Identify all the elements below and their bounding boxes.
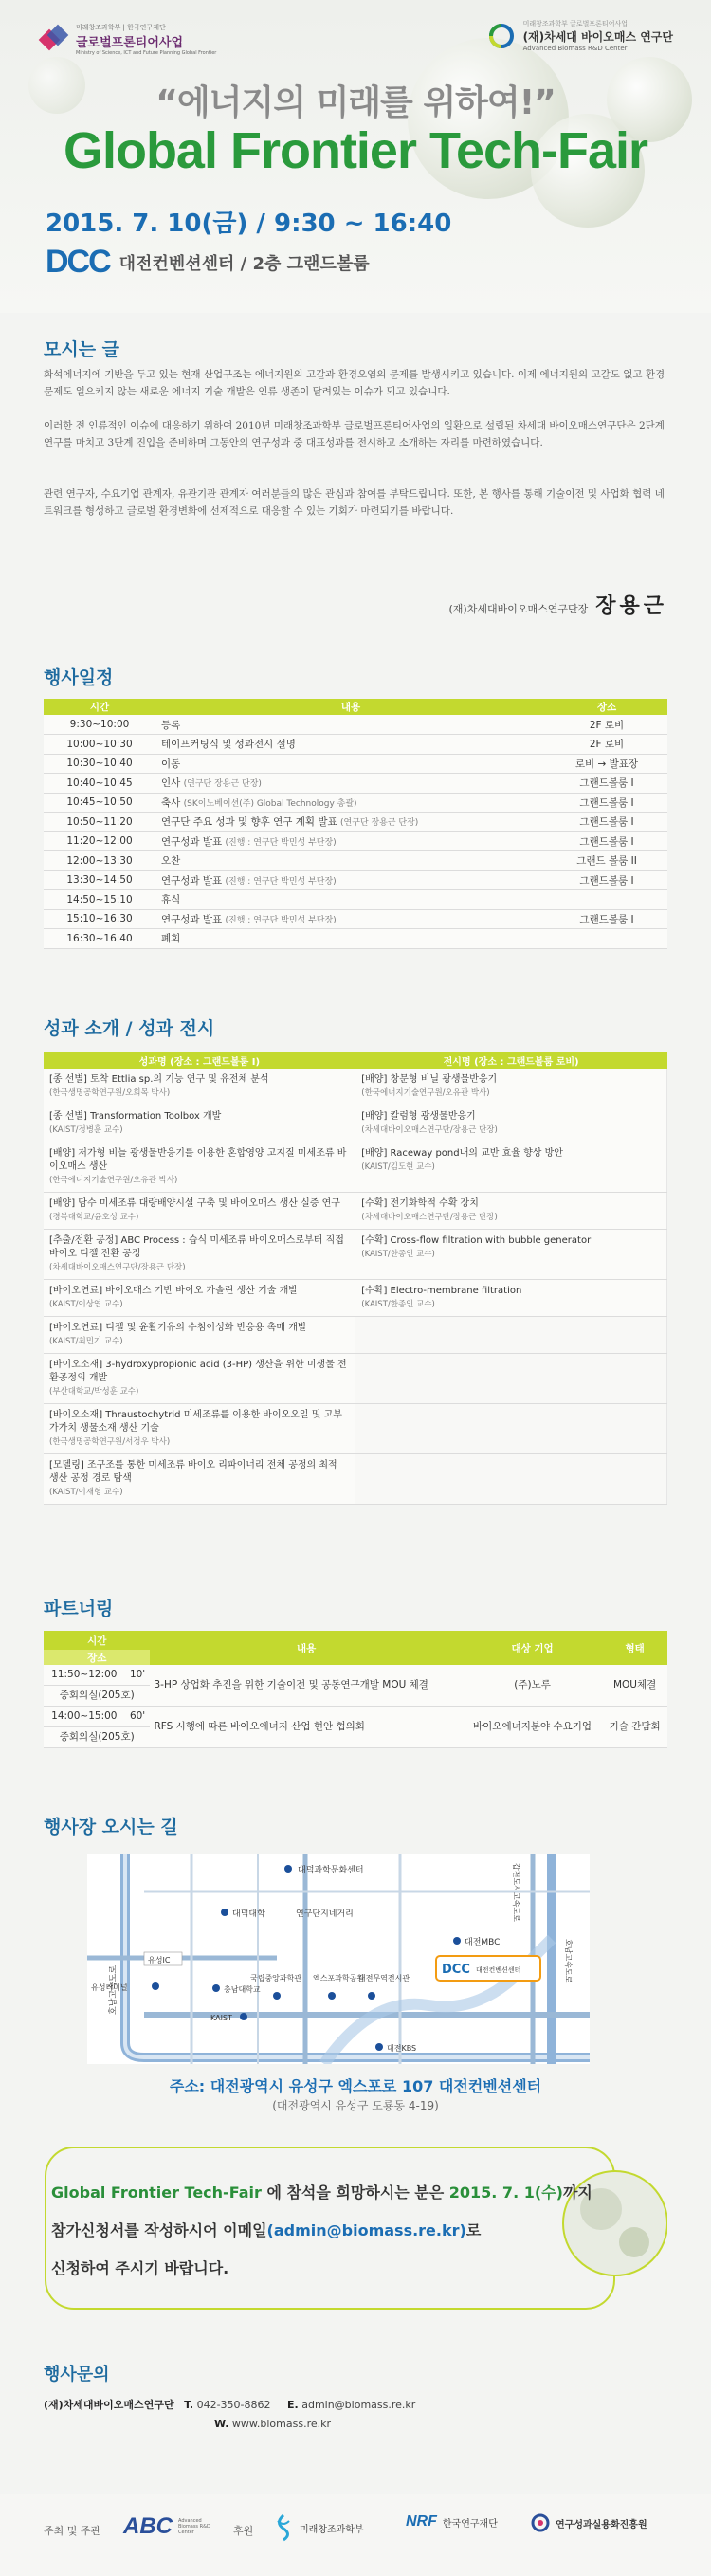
- schedule-place: 그랜드볼룸 I: [546, 813, 667, 832]
- invitation-paragraph-2: 이러한 전 인류적인 이슈에 대응하기 위하여 2010년 미래창조과학부 글로벌프론티어사업의 일환으로 설립된 차세대 바이오매스연구단은 2단계 연구를 마치고 3단계 진입을 준비하며 그동안의 연구성과 중 대표성과를 전시하고 소개하는 자리를 마련하였습니다.: [44, 420, 665, 448]
- schedule-content: [155, 870, 546, 890]
- biomass-center-logo: [487, 19, 673, 52]
- nrf-logo: [406, 2513, 498, 2530]
- map-label-highway-right-2: 호남고속도로: [564, 1939, 573, 1983]
- schedule-content-main: 연구단 주요 성과 및 향후 연구 계획 발표: [161, 816, 337, 829]
- achievement-main: [배양] Raceway pond내의 교반 효율 향상 방안: [361, 1148, 563, 1159]
- achievement-main: [모델링] 조구조를 통한 미세조류 바이오 리파이너리 전체 공정의 최적 생산 공정 경로 탐색: [49, 1460, 337, 1484]
- msip-logo: [273, 2513, 364, 2542]
- invitation-paragraph-1: 화석에너지에 기반을 두고 있는 현재 산업구조는 에너지원의 고갈과 환경오염의 문제를 발생시키고 있습니다. 이제 에너지원의 고갈도 없고 환경문제도 일으키지 않는 새로운 에너지 기술 개발은 인류 생존이 달려있는 이슈가 되고 있습니다.: [44, 369, 665, 397]
- achievement-row: [44, 1193, 667, 1230]
- achievement-row: [44, 1354, 667, 1404]
- schedule-row: [44, 851, 667, 871]
- schedule-header-place: 장소: [546, 699, 667, 715]
- notice-text-3: 참가신청서를 작성하시어 이메일: [51, 2221, 267, 2239]
- partnering-place: 중회의실(205호): [44, 1727, 150, 1748]
- sponsor-label: 후원: [233, 2525, 254, 2537]
- map-label-dcc: 대전컨벤션센터: [476, 1966, 521, 1974]
- map-label-kaist: KAIST: [210, 2014, 232, 2022]
- achievement-cell-right: [356, 1454, 667, 1505]
- schedule-content: [155, 851, 546, 871]
- achievement-cell-right: [356, 1404, 667, 1454]
- partnering-content: RFS 시행에 따른 바이오에너지 산업 현안 협의회: [150, 1707, 462, 1748]
- achievement-sub: (차세대바이오매스연구단/장용근 단장): [49, 1263, 186, 1272]
- signature: [449, 590, 668, 619]
- achievement-main: [바이오소재] 3-hydroxypropionic acid (3-HP) 생산을 위한 미생물 전환공정의 개발: [49, 1360, 347, 1383]
- achievement-row: [44, 1142, 667, 1193]
- msip-emblem-icon: [273, 2513, 294, 2542]
- schedule-content-sub: (진행 : 연구단 박민성 부단장): [225, 915, 337, 925]
- schedule-row: [44, 870, 667, 890]
- directions-title: 행사장 오시는 길: [44, 1817, 178, 1837]
- partnering-time: 14:00~15:00: [44, 1707, 125, 1727]
- achievement-cell-left: [44, 1404, 356, 1454]
- achievement-sub: (KAIST/최민기 교수): [49, 1337, 123, 1346]
- map-label-cnu: 충남대학교: [224, 1985, 261, 1994]
- schedule-place: 그랜드 볼룸 II: [546, 851, 667, 871]
- achievement-cell-left: [44, 1454, 356, 1505]
- partnering-table: [44, 1631, 667, 1748]
- schedule-content-main: 등록: [161, 719, 181, 731]
- achievement-row: [44, 1230, 667, 1280]
- schedule-content-sub: (SK이노베이션(주) Global Technology 총괄): [183, 798, 357, 809]
- schedule-row: [44, 929, 667, 949]
- logo-right-small: 미래창조과학부 글로벌프론티어사업: [522, 20, 628, 27]
- partnering-company: 바이오에너지분야 수요기업: [463, 1707, 602, 1748]
- achievement-cell-left: [44, 1317, 356, 1354]
- achievement-main: [바이오연료] 디젤 및 윤활기유의 수첨이성화 반응용 촉매 개발: [49, 1323, 307, 1333]
- achievement-sub: (KAIST/이상엽 교수): [49, 1300, 123, 1309]
- schedule-title: 행사일정: [44, 667, 114, 688]
- achievement-cell-right: [356, 1105, 667, 1142]
- location-map: [87, 1854, 590, 2064]
- schedule-content: [155, 754, 546, 774]
- event-title: Global Frontier Tech-Fair: [63, 122, 648, 179]
- schedule-time: 14:50~15:10: [44, 890, 155, 910]
- achievement-cell-right: [356, 1069, 667, 1105]
- abc-logo: [123, 2513, 216, 2540]
- schedule-content-main: 축사: [161, 796, 181, 809]
- assoc-name: 연구성과실용화진흥원: [556, 2519, 647, 2530]
- signature-name: 장용근: [595, 594, 667, 618]
- address: 주소: 대전광역시 유성구 엑스포로 107 대전컨벤션센터: [169, 2077, 542, 2095]
- schedule-content-sub: (연구단 장용근 단장): [340, 818, 419, 829]
- partnering-content: 3-HP 상업화 추진을 위한 기술이전 및 공동연구개발 MOU 체결: [150, 1665, 462, 1707]
- schedule-content-main: 오찬: [161, 855, 181, 868]
- schedule-content-sub: (진행 : 연구단 박민성 부단장): [225, 837, 337, 848]
- achievement-cell-right: [356, 1193, 667, 1230]
- header-banner: [0, 0, 711, 313]
- achievement-main: [바이오소재] Thraustochytrid 미세조류를 이용한 바이오오일 및 고부가가치 생물소재 생산 기술: [49, 1410, 342, 1434]
- map-label-highway-left: 호남고속도로: [109, 1964, 118, 2015]
- slogan: “에너지의 미래를 위하여!”: [155, 83, 556, 122]
- partnering-header-type: 형태: [602, 1631, 667, 1665]
- assoc-emblem-icon: [531, 2513, 550, 2532]
- schedule-place: 그랜드볼룸 I: [546, 831, 667, 851]
- inquiry-email-label: E.: [287, 2399, 299, 2411]
- assoc-logo: [531, 2513, 647, 2532]
- achievement-main: [수확] Cross-flow filtration with bubble generator: [361, 1235, 592, 1246]
- msip-name: 미래창조과학부: [300, 2524, 364, 2535]
- event-date: 2015. 7. 10(금) / 9:30 ~ 16:40: [46, 210, 452, 238]
- achievement-main: [수확] 전기화학적 수확 장치: [361, 1198, 479, 1209]
- schedule-content: [155, 831, 546, 851]
- inquiry-email-link[interactable]: admin@biomass.re.kr: [301, 2399, 416, 2411]
- schedule-header-time: 시간: [44, 699, 155, 715]
- partnering-time: 11:50~12:00: [44, 1665, 125, 1686]
- schedule-time: 10:00~10:30: [44, 735, 155, 755]
- achievement-row: [44, 1280, 667, 1317]
- achievement-cell-right: [356, 1354, 667, 1404]
- partnering-row: [44, 1665, 667, 1686]
- schedule-content-main: 연구성과 발표: [161, 874, 223, 886]
- venue-text: 대전컨벤션센터 / 2층 그랜드볼룸: [118, 253, 370, 274]
- footer: [0, 2494, 711, 2576]
- invitation-paragraph-3: 관련 연구자, 수요기업 관계자, 유관기관 관계자 여러분들의 많은 관심과 참여를 부탁드립니다. 또한, 본 행사를 통해 기술이전 및 사업화 협력 네트워크를 형성하고 글로벌 환경변화에 선제적으로 대응할 수 있는 기회가 마련되기를 바랍니다.: [44, 488, 665, 517]
- achievement-sub: (KAIST/한종인 교수): [361, 1300, 435, 1309]
- schedule-place: 로비 → 발표장: [546, 754, 667, 774]
- achievement-cell-left: [44, 1230, 356, 1280]
- dcc-logo: DCC: [46, 244, 110, 280]
- achievement-cell-right: [356, 1280, 667, 1317]
- invitation-title: 모시는 글: [44, 339, 120, 360]
- inquiry-web-link[interactable]: www.biomass.re.kr: [231, 2418, 332, 2430]
- ring-icon: [487, 22, 516, 50]
- map-label-daedeok-univ: 대덕대학: [232, 1909, 265, 1919]
- achievement-sub: (KAIST/한종인 교수): [361, 1250, 435, 1259]
- partnering-header-time: 시간: [44, 1631, 150, 1650]
- schedule-content-sub: (진행 : 연구단 박민성 부단장): [225, 876, 337, 886]
- achievements-header-right: 전시명 (장소 : 그랜드볼룸 로비): [356, 1052, 667, 1069]
- inquiry-tel-label: T.: [184, 2399, 194, 2411]
- schedule-content: [155, 909, 546, 929]
- schedule-content-main: 폐회: [161, 933, 181, 945]
- partnering-place: 중회의실(205호): [44, 1686, 150, 1707]
- achievement-sub: (KAIST/이재형 교수): [49, 1488, 123, 1497]
- schedule-row: [44, 813, 667, 832]
- schedule-time: 11:20~12:00: [44, 831, 155, 851]
- achievement-main: [배양] 저가형 비늘 광생물반응기를 이용한 혼합영양 고지질 미세조류 바이오매스 생산: [49, 1148, 347, 1172]
- achievement-sub: (차세대바이오매스연구단/장용근 단장): [361, 1213, 498, 1222]
- schedule-place: 그랜드볼룸 I: [546, 909, 667, 929]
- notice-event: Global Frontier Tech-Fair: [51, 2183, 262, 2201]
- achievement-main: [종 선별] 토착 Ettlia sp.의 기능 연구 및 유전체 분석: [49, 1074, 269, 1085]
- schedule-time: 10:40~10:45: [44, 774, 155, 794]
- achievement-main: [수확] Electro-membrane filtration: [361, 1286, 522, 1296]
- map-label-yuseong-ic: 유성IC: [148, 1956, 171, 1964]
- map-label-trade-hall: 대전무역전시관: [358, 1974, 410, 1982]
- partnering-type: 기술 간담회: [602, 1707, 667, 1748]
- map-label-kbs: 대전KBS: [387, 2044, 417, 2053]
- achievement-cell-left: [44, 1280, 356, 1317]
- signature-org: (재)차세대바이오매스연구단장: [448, 603, 589, 615]
- inquiry-line-2: [214, 2418, 331, 2430]
- notice-deadline: 2015. 7. 1(수): [448, 2183, 563, 2201]
- inquiry-title: 행사문의: [44, 2365, 110, 2384]
- partnering-company: (주)노루: [463, 1665, 602, 1707]
- map-label-highway-right-1: 갑천도시고속도로: [512, 1863, 520, 1922]
- achievement-cell-right: [356, 1317, 667, 1354]
- schedule-place: 2F 로비: [546, 735, 667, 755]
- achievements-header-left: 성과명 (장소 : 그랜드볼룸 I): [44, 1052, 356, 1069]
- schedule-content-main: 연구성과 발표: [161, 835, 223, 848]
- achievement-sub: (한국생명공학연구원/오희목 박사): [49, 1088, 171, 1098]
- schedule-row: [44, 735, 667, 755]
- achievement-sub: (KAIST/정병훈 교수): [49, 1125, 123, 1135]
- schedule-time: 9:30~10:00: [44, 715, 155, 735]
- schedule-row: [44, 793, 667, 813]
- logo-left-tiny: Ministry of Science, ICT and Future Planning Global Frontier: [76, 50, 217, 56]
- schedule-content-main: 연구성과 발표: [161, 913, 223, 925]
- schedule-table: [44, 699, 667, 949]
- map-label-museum: 국립중앙과학관: [250, 1974, 302, 1982]
- achievement-cell-left: [44, 1354, 356, 1404]
- schedule-time: 13:30~14:50: [44, 870, 155, 890]
- diamond-icon: [40, 26, 68, 54]
- schedule-content-main: 인사: [161, 777, 181, 790]
- achievements-table: [44, 1052, 667, 1505]
- achievement-main: [배양] 칼럼형 광생물반응기: [361, 1111, 476, 1122]
- schedule-header-content: 내용: [155, 699, 546, 715]
- schedule-row: [44, 715, 667, 735]
- schedule-content: [155, 774, 546, 794]
- inquiry-web-label: W.: [214, 2418, 229, 2430]
- achievement-row: [44, 1404, 667, 1454]
- schedule-place: 그랜드볼룸 I: [546, 774, 667, 794]
- logo-left-small: 미래창조과학부 | 한국연구재단: [76, 24, 166, 31]
- achievement-main: [종 선별] Transformation Toolbox 개발: [49, 1111, 222, 1122]
- achievement-row: [44, 1105, 667, 1142]
- achievement-cell-left: [44, 1069, 356, 1105]
- notice-line-1: [51, 2181, 592, 2202]
- schedule-content: [155, 793, 546, 813]
- achievement-main: [추출/전환 공정] ABC Process : 습식 미세조류 바이오매스로부터 직접 바이오 디젤 전환 공정: [49, 1235, 344, 1259]
- nrf-mark: NRF: [406, 2513, 437, 2530]
- partnering-header-content: 내용: [150, 1631, 462, 1665]
- schedule-time: 10:30~10:40: [44, 754, 155, 774]
- achievement-sub: (부산대학교/박성훈 교수): [49, 1387, 139, 1397]
- achievements-title: 성과 소개 / 성과 전시: [44, 1018, 215, 1039]
- achievement-main: [바이오연료] 바이오매스 기반 바이오 가솔린 생산 기술 개발: [49, 1286, 298, 1296]
- schedule-row: [44, 774, 667, 794]
- schedule-content: [155, 890, 546, 910]
- achievement-cell-left: [44, 1142, 356, 1193]
- schedule-row: [44, 754, 667, 774]
- achievement-sub: (경북대학교/윤호성 교수): [49, 1213, 139, 1222]
- achievement-row: [44, 1317, 667, 1354]
- schedule-time: 16:30~16:40: [44, 929, 155, 949]
- schedule-row: [44, 909, 667, 929]
- address-old: (대전광역시 유성구 도룡동 4-19): [272, 2099, 439, 2112]
- schedule-time: 12:00~13:30: [44, 851, 155, 871]
- logo-right-name: (재)차세대 바이오매스 연구단: [522, 30, 673, 44]
- schedule-content-main: 이동: [161, 758, 181, 770]
- partnering-header-company: 대상 기업: [463, 1631, 602, 1665]
- schedule-time: 10:50~11:20: [44, 813, 155, 832]
- achievement-main: [배양] 창문형 비닐 광생물반응기: [361, 1074, 498, 1085]
- achievement-sub: (차세대바이오매스연구단/장용근 단장): [361, 1125, 498, 1135]
- global-frontier-logo: [40, 23, 216, 56]
- map-dcc-logo: DCC: [442, 1963, 470, 1977]
- logo-left-name: 글로벌프론티어사업: [76, 36, 184, 50]
- map-label-expo-center: 대덕과학문화센터: [298, 1866, 364, 1875]
- abc-logo-text: ABC: [123, 2513, 173, 2539]
- map-label-research-cross: 연구단지네거리: [296, 1909, 354, 1919]
- schedule-content: [155, 929, 546, 949]
- schedule-time: 15:10~16:30: [44, 909, 155, 929]
- schedule-row: [44, 831, 667, 851]
- achievement-row: [44, 1454, 667, 1505]
- host-label: 주최 및 주관: [44, 2525, 101, 2537]
- schedule-content-sub: (연구단 장용근 단장): [183, 779, 262, 790]
- registration-notice: [42, 2138, 667, 2318]
- schedule-time: 10:45~10:50: [44, 793, 155, 813]
- achievement-sub: (KAIST/김도현 교수): [361, 1162, 435, 1172]
- inquiry-org: (재)차세대바이오매스연구단: [44, 2399, 174, 2411]
- notice-line-3: 신청하여 주시기 바랍니다.: [51, 2259, 229, 2277]
- venue-line: [46, 244, 370, 281]
- achievement-cell-left: [44, 1193, 356, 1230]
- achievement-sub: (한국생명공학연구원/서정우 박사): [49, 1437, 171, 1447]
- schedule-row: [44, 890, 667, 910]
- nrf-name: 한국연구재단: [442, 2518, 498, 2530]
- inquiry-line-1: [44, 2397, 415, 2412]
- achievement-row: [44, 1069, 667, 1105]
- partnering-row: [44, 1707, 667, 1727]
- partnering-duration: 60': [125, 1707, 151, 1727]
- notice-email-link[interactable]: (admin@biomass.re.kr): [266, 2221, 466, 2239]
- partnering-type: MOU체결: [602, 1665, 667, 1707]
- schedule-place: 2F 로비: [546, 715, 667, 735]
- logo-right-en: Advanced Biomass R&D Center: [522, 45, 628, 52]
- schedule-content: [155, 715, 546, 735]
- notice-line-2: [51, 2219, 481, 2240]
- map-label-yuseong-terminal: 유성터미널: [91, 1983, 128, 1992]
- schedule-content-main: 휴식: [161, 894, 181, 906]
- achievement-cell-left: [44, 1105, 356, 1142]
- map-label-mbc: 대전MBC: [465, 1938, 501, 1947]
- partnering-title: 파트너링: [44, 1599, 114, 1619]
- achievement-cell-right: [356, 1230, 667, 1280]
- achievement-main: [배양] 담수 미세조류 대량배양시설 구축 및 바이오매스 생산 실증 연구: [49, 1198, 340, 1209]
- achievement-sub: (한국에너지기술연구원/오유관 박사): [49, 1176, 178, 1185]
- abc-logo-sub: Advanced Biomass R&D Center: [178, 2518, 210, 2535]
- notice-text-4: 로: [465, 2221, 482, 2239]
- notice-text-2: 까지: [562, 2183, 592, 2201]
- schedule-place: 그랜드볼룸 I: [546, 793, 667, 813]
- achievement-sub: (한국에너지기술연구원/오유관 박사): [361, 1088, 490, 1098]
- notice-text-1: 에 참석을 희망하시는 분은: [266, 2183, 445, 2201]
- schedule-content: [155, 813, 546, 832]
- partnering-header-place: 장소: [44, 1650, 150, 1665]
- partnering-duration: 10': [125, 1665, 151, 1686]
- inquiry-tel: 042-350-8862: [196, 2399, 271, 2411]
- map-label-expo-park: 엑스포과학공원: [313, 1974, 365, 1982]
- schedule-content: [155, 735, 546, 755]
- schedule-place: [546, 890, 667, 910]
- schedule-place: 그랜드볼룸 I: [546, 870, 667, 890]
- achievement-cell-right: [356, 1142, 667, 1193]
- schedule-content-main: 테이프커팅식 및 성과전시 설명: [161, 739, 296, 751]
- schedule-place: [546, 929, 667, 949]
